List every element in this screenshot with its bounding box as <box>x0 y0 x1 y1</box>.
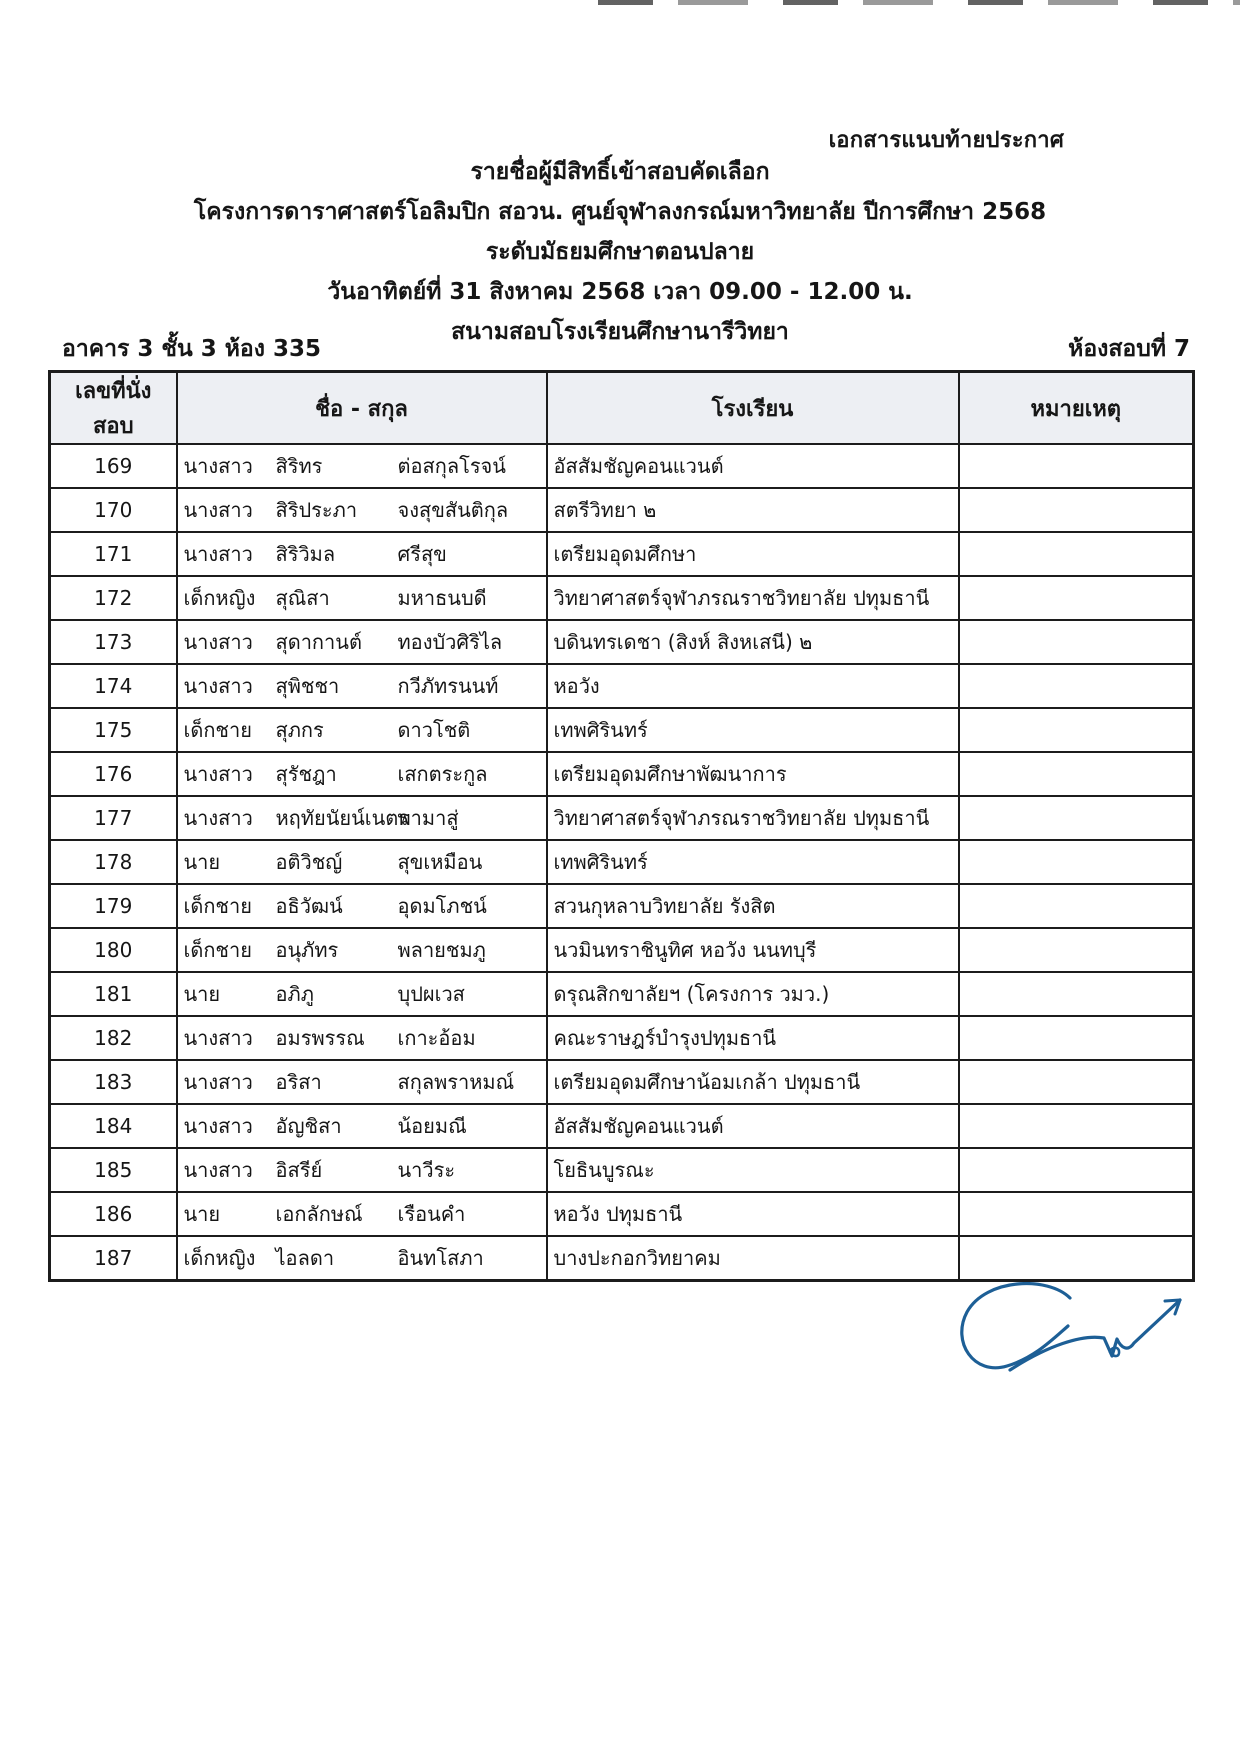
school-name: หอวัง <box>547 664 959 708</box>
honorific: เด็กชาย <box>183 894 252 918</box>
table-row <box>50 620 1194 664</box>
note-cell <box>959 1016 1194 1060</box>
honorific: นาย <box>183 982 221 1006</box>
table-row <box>50 1016 1194 1060</box>
note-cell <box>959 1192 1194 1236</box>
seat-number: 180 <box>50 928 177 972</box>
honorific: นาย <box>183 850 221 874</box>
first-name: ไอลดา <box>275 1246 335 1270</box>
building-room-label: อาคาร 3 ชั้น 3 ห้อง 335 <box>62 336 321 362</box>
school-name: เทพศิรินทร์ <box>547 840 959 884</box>
name-cell <box>177 796 547 840</box>
first-name: อนุภัทร <box>275 938 339 962</box>
seat-number: 187 <box>50 1236 177 1281</box>
honorific: นางสาว <box>183 1114 253 1138</box>
seat-number: 172 <box>50 576 177 620</box>
col-header-note: หมายเหตุ <box>959 372 1194 445</box>
doc-level: ระดับมัธยมศึกษาตอนปลาย <box>485 239 755 265</box>
first-name: อธิวัฒน์ <box>275 894 343 918</box>
honorific: เด็กหญิง <box>183 1246 256 1270</box>
school-name: สตรีวิทยา ๒ <box>547 488 959 532</box>
first-name: สุพิชชา <box>275 674 340 698</box>
first-name: สุภกร <box>275 718 324 742</box>
name-cell <box>177 1060 547 1104</box>
school-name: นวมินทราชินูทิศ หอวัง นนทบุรี <box>547 928 959 972</box>
table-row <box>50 532 1194 576</box>
doc-program: โครงการดาราศาสตร์โอลิมปิก สอวน. ศูนย์จุฬาลงกรณ์มหาวิทยาลัย ปีการศึกษา 2568 <box>193 199 1047 225</box>
last-name: อินทโสภา <box>397 1246 484 1270</box>
note-cell <box>959 1148 1194 1192</box>
school-name: อัสสัมชัญคอนแวนต์ <box>547 1104 959 1148</box>
last-name: กวีภัทรนนท์ <box>397 674 499 698</box>
name-cell <box>177 1016 547 1060</box>
first-name: สุรัชฎา <box>275 762 337 786</box>
name-cell <box>177 488 547 532</box>
table-row <box>50 1192 1194 1236</box>
school-name: เทพศิรินทร์ <box>547 708 959 752</box>
honorific: นางสาว <box>183 1158 253 1182</box>
school-name: บดินทรเดชา (สิงห์ สิงหเสนี) ๒ <box>547 620 959 664</box>
first-name: สุดากานต์ <box>275 630 362 654</box>
seat-number: 176 <box>50 752 177 796</box>
note-cell <box>959 664 1194 708</box>
honorific: นางสาว <box>183 806 253 830</box>
school-name: คณะราษฎร์บำรุงปทุมธานี <box>547 1016 959 1060</box>
honorific: นางสาว <box>183 630 253 654</box>
school-name: เตรียมอุดมศึกษาน้อมเกล้า ปทุมธานี <box>547 1060 959 1104</box>
col-header-seat: เลขที่นั่งสอบ <box>50 372 177 445</box>
honorific: นางสาว <box>183 498 253 522</box>
honorific: นางสาว <box>183 674 253 698</box>
room-info-row <box>62 331 1190 367</box>
signature-ink <box>952 1282 1192 1386</box>
name-cell <box>177 444 547 488</box>
last-name: เรือนคำ <box>397 1202 466 1226</box>
table-row <box>50 1148 1194 1192</box>
col-header-school: โรงเรียน <box>547 372 959 445</box>
note-cell <box>959 840 1194 884</box>
note-cell <box>959 488 1194 532</box>
seat-number: 173 <box>50 620 177 664</box>
note-cell <box>959 972 1194 1016</box>
school-name: เตรียมอุดมศึกษา <box>547 532 959 576</box>
note-cell <box>959 752 1194 796</box>
table-row <box>50 752 1194 796</box>
last-name: จงสุขสันติกุล <box>397 498 509 522</box>
school-name: วิทยาศาสตร์จุฬาภรณราชวิทยาลัย ปทุมธานี <box>547 576 959 620</box>
seat-number: 174 <box>50 664 177 708</box>
school-name: โยธินบูรณะ <box>547 1148 959 1192</box>
last-name: เสกตระกูล <box>397 762 488 786</box>
seat-number: 179 <box>50 884 177 928</box>
first-name: อภิภู <box>275 982 314 1006</box>
note-cell <box>959 532 1194 576</box>
name-cell <box>177 840 547 884</box>
seat-number: 181 <box>50 972 177 1016</box>
honorific: เด็กชาย <box>183 718 252 742</box>
last-name: บุปผเวส <box>397 982 465 1006</box>
name-cell <box>177 1148 547 1192</box>
table-row <box>50 576 1194 620</box>
last-name: ต่อสกุลโรจน์ <box>397 454 506 478</box>
note-cell <box>959 708 1194 752</box>
last-name: ศรีสุข <box>397 542 447 566</box>
school-name: อัสสัมชัญคอนแวนต์ <box>547 444 959 488</box>
note-cell <box>959 1060 1194 1104</box>
first-name: เอกลักษณ์ <box>275 1202 363 1226</box>
last-name: เกาะอ้อม <box>397 1026 476 1050</box>
first-name: อัญชิสา <box>275 1114 342 1138</box>
name-cell <box>177 1236 547 1281</box>
seat-number: 182 <box>50 1016 177 1060</box>
honorific: นางสาว <box>183 454 253 478</box>
scan-artifact-line <box>598 0 1240 5</box>
note-cell <box>959 796 1194 840</box>
signature-strokes <box>962 1284 1180 1370</box>
honorific: นาย <box>183 1202 221 1226</box>
school-name: วิทยาศาสตร์จุฬาภรณราชวิทยาลัย ปทุมธานี <box>547 796 959 840</box>
doc-title: รายชื่อผู้มีสิทธิ์เข้าสอบคัดเลือก <box>470 159 770 185</box>
last-name: สุขเหมือน <box>397 850 483 874</box>
name-cell <box>177 1104 547 1148</box>
first-name: อติวิชญ์ <box>275 850 343 874</box>
doc-venue: สนามสอบโรงเรียนศึกษานารีวิทยา <box>451 319 789 345</box>
table-row <box>50 1104 1194 1148</box>
candidate-table-body <box>50 444 1194 1281</box>
seat-number: 177 <box>50 796 177 840</box>
honorific: นางสาว <box>183 542 253 566</box>
seat-number: 186 <box>50 1192 177 1236</box>
table-row <box>50 664 1194 708</box>
school-name: สวนกุหลาบวิทยาลัย รังสิต <box>547 884 959 928</box>
corner-label: เอกสารแนบท้ายประกาศ <box>828 128 1064 153</box>
table-row <box>50 1060 1194 1104</box>
name-cell <box>177 752 547 796</box>
honorific: นางสาว <box>183 762 253 786</box>
table-row <box>50 928 1194 972</box>
first-name: หฤทัยนัยน์เนตร <box>275 806 409 830</box>
name-cell <box>177 664 547 708</box>
first-name: สิริประภา <box>275 498 358 522</box>
note-cell <box>959 1104 1194 1148</box>
last-name: พลายชมภู <box>397 938 486 962</box>
name-cell <box>177 620 547 664</box>
seat-number: 183 <box>50 1060 177 1104</box>
table-row <box>50 1236 1194 1281</box>
name-cell <box>177 708 547 752</box>
seat-number: 175 <box>50 708 177 752</box>
name-cell <box>177 532 547 576</box>
school-name: หอวัง ปทุมธานี <box>547 1192 959 1236</box>
name-cell <box>177 884 547 928</box>
first-name: อมรพรรณ <box>275 1026 365 1050</box>
last-name: สกุลพราหมณ์ <box>397 1070 515 1094</box>
table-row <box>50 884 1194 928</box>
note-cell <box>959 444 1194 488</box>
note-cell <box>959 884 1194 928</box>
last-name: อุดมโภชน์ <box>397 894 487 918</box>
last-name: ดาวโชติ <box>397 718 471 742</box>
first-name: สุณิสา <box>275 586 330 610</box>
honorific: เด็กชาย <box>183 938 252 962</box>
note-cell <box>959 928 1194 972</box>
honorific: เด็กหญิง <box>183 586 256 610</box>
school-name: บางปะกอกวิทยาคม <box>547 1236 959 1281</box>
exam-room-number: ห้องสอบที่ 7 <box>1068 336 1190 362</box>
name-cell <box>177 972 547 1016</box>
note-cell <box>959 576 1194 620</box>
last-name: พามาสู่ <box>397 806 459 830</box>
first-name: อริสา <box>275 1070 322 1094</box>
table-row <box>50 488 1194 532</box>
name-cell <box>177 1192 547 1236</box>
honorific: นางสาว <box>183 1026 253 1050</box>
candidate-table <box>48 370 1195 1282</box>
table-row <box>50 708 1194 752</box>
name-cell <box>177 576 547 620</box>
first-name: สิริวิมล <box>275 542 336 566</box>
first-name: อิสรีย์ <box>275 1158 323 1182</box>
table-row <box>50 972 1194 1016</box>
school-name: ดรุณสิกขาลัยฯ (โครงการ วมว.) <box>547 972 959 1016</box>
col-header-name: ชื่อ - สกุล <box>177 372 547 445</box>
last-name: น้อยมณี <box>397 1114 467 1138</box>
table-row <box>50 444 1194 488</box>
table-row <box>50 796 1194 840</box>
seat-number: 171 <box>50 532 177 576</box>
seat-number: 169 <box>50 444 177 488</box>
seat-number: 184 <box>50 1104 177 1148</box>
school-name: เตรียมอุดมศึกษาพัฒนาการ <box>547 752 959 796</box>
seat-number: 170 <box>50 488 177 532</box>
last-name: มหาธนบดี <box>397 586 487 610</box>
seat-number: 185 <box>50 1148 177 1192</box>
first-name: สิริทร <box>275 454 323 478</box>
note-cell <box>959 620 1194 664</box>
last-name: นาวีระ <box>397 1158 456 1182</box>
doc-datetime: วันอาทิตย์ที่ 31 สิงหาคม 2568 เวลา 09.00 - 12.00 น. <box>327 279 913 305</box>
title-block <box>0 152 1240 352</box>
honorific: นางสาว <box>183 1070 253 1094</box>
name-cell <box>177 928 547 972</box>
note-cell <box>959 1236 1194 1281</box>
last-name: ทองบัวศิริไล <box>397 630 503 654</box>
seat-number: 178 <box>50 840 177 884</box>
table-header-row <box>50 372 1194 445</box>
table-row <box>50 840 1194 884</box>
